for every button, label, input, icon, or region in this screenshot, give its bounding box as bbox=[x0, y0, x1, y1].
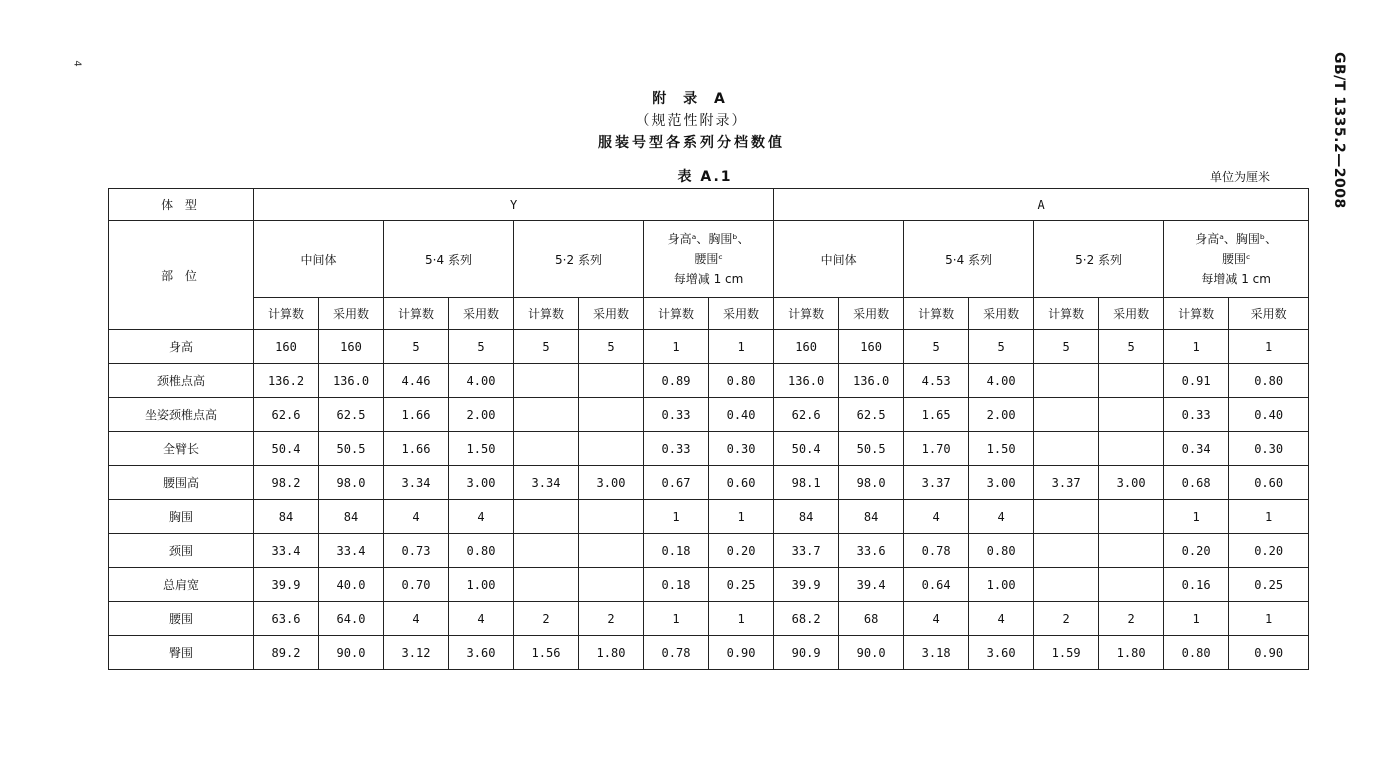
type-a-header: A bbox=[774, 189, 1309, 221]
table-cell: 0.18 bbox=[644, 534, 709, 568]
table-cell: 5 bbox=[1034, 330, 1099, 364]
table-cell: 0.73 bbox=[384, 534, 449, 568]
table-cell: 136.0 bbox=[774, 364, 839, 398]
table-cell: 4 bbox=[904, 602, 969, 636]
table-cell: 50.4 bbox=[254, 432, 319, 466]
grading-table bbox=[108, 188, 1309, 670]
table-cell bbox=[579, 432, 644, 466]
table-cell: 4.46 bbox=[384, 364, 449, 398]
table-row bbox=[109, 364, 1309, 398]
table-row bbox=[109, 330, 1309, 364]
row-part-label: 颈椎点高 bbox=[109, 364, 254, 398]
table-cell: 0.64 bbox=[904, 568, 969, 602]
row-part-label: 身高 bbox=[109, 330, 254, 364]
table-cell: 1 bbox=[644, 330, 709, 364]
table-cell bbox=[514, 398, 579, 432]
table-cell: 0.70 bbox=[384, 568, 449, 602]
y-per-cm-line3: 每增减 1 cm bbox=[673, 272, 744, 286]
calc-header: 计算数 bbox=[1034, 298, 1099, 330]
table-cell: 0.89 bbox=[644, 364, 709, 398]
table-cell: 98.1 bbox=[774, 466, 839, 500]
table-cell: 0.33 bbox=[644, 398, 709, 432]
table-cell: 5 bbox=[384, 330, 449, 364]
table-cell: 4.00 bbox=[449, 364, 514, 398]
appendix-type: （规范性附录） bbox=[635, 113, 748, 129]
table-cell: 5 bbox=[579, 330, 644, 364]
table-cell bbox=[1034, 534, 1099, 568]
calc-header: 计算数 bbox=[774, 298, 839, 330]
table-cell: 5 bbox=[969, 330, 1034, 364]
table-cell: 4.00 bbox=[969, 364, 1034, 398]
table-row bbox=[109, 602, 1309, 636]
table-cell bbox=[1034, 398, 1099, 432]
table-cell bbox=[579, 364, 644, 398]
adopt-header: 采用数 bbox=[579, 298, 644, 330]
table-cell: 3.00 bbox=[969, 466, 1034, 500]
table-cell bbox=[1099, 398, 1164, 432]
table-row bbox=[109, 432, 1309, 466]
calc-header: 计算数 bbox=[904, 298, 969, 330]
table-cell: 0.90 bbox=[709, 636, 774, 670]
row-part-label: 全臂长 bbox=[109, 432, 254, 466]
table-cell: 3.60 bbox=[969, 636, 1034, 670]
table-cell: 0.60 bbox=[1229, 466, 1309, 500]
table-cell: 4 bbox=[969, 602, 1034, 636]
a-per-cm-line2: 腰围ᶜ bbox=[1221, 252, 1251, 266]
table-cell: 33.4 bbox=[254, 534, 319, 568]
table-row bbox=[109, 568, 1309, 602]
a-middle-header: 中间体 bbox=[774, 221, 904, 298]
table-cell bbox=[514, 568, 579, 602]
table-row bbox=[109, 466, 1309, 500]
table-cell: 1.66 bbox=[384, 398, 449, 432]
table-cell: 4 bbox=[384, 500, 449, 534]
table-cell: 2.00 bbox=[969, 398, 1034, 432]
table-cell: 5 bbox=[904, 330, 969, 364]
calc-header: 计算数 bbox=[384, 298, 449, 330]
table-cell: 1.56 bbox=[514, 636, 579, 670]
table-cell bbox=[579, 398, 644, 432]
adopt-header: 采用数 bbox=[449, 298, 514, 330]
table-cell: 5 bbox=[514, 330, 579, 364]
y-per-cm-line1: 身高ᵃ、胸围ᵇ、 bbox=[667, 232, 750, 246]
table-cell: 84 bbox=[319, 500, 384, 534]
row-part-label: 胸围 bbox=[109, 500, 254, 534]
page-number: 4 bbox=[71, 60, 83, 67]
table-cell bbox=[1099, 534, 1164, 568]
y-s54-header: 5·4 系列 bbox=[384, 221, 514, 298]
table-cell: 3.34 bbox=[384, 466, 449, 500]
table-cell: 2 bbox=[514, 602, 579, 636]
table-cell: 98.0 bbox=[839, 466, 904, 500]
table-cell: 50.4 bbox=[774, 432, 839, 466]
table-cell: 1 bbox=[709, 330, 774, 364]
table-cell: 1 bbox=[1164, 500, 1229, 534]
row-part-label: 臀围 bbox=[109, 636, 254, 670]
adopt-header: 采用数 bbox=[1229, 298, 1309, 330]
a-per-cm-line1: 身高ᵃ、胸围ᵇ、 bbox=[1195, 232, 1278, 246]
a-s52-header: 5·2 系列 bbox=[1034, 221, 1164, 298]
table-cell: 63.6 bbox=[254, 602, 319, 636]
table-cell: 136.2 bbox=[254, 364, 319, 398]
table-cell: 84 bbox=[774, 500, 839, 534]
table-cell: 50.5 bbox=[319, 432, 384, 466]
table-cell: 2 bbox=[1099, 602, 1164, 636]
standard-code: GB/T 1335.2—2008 bbox=[1331, 52, 1347, 209]
table-cell: 5 bbox=[449, 330, 514, 364]
table-cell: 62.5 bbox=[839, 398, 904, 432]
table-cell bbox=[1034, 364, 1099, 398]
table-cell: 39.9 bbox=[254, 568, 319, 602]
table-cell: 84 bbox=[254, 500, 319, 534]
body-type-header: 体 型 bbox=[109, 189, 254, 221]
type-y-header: Y bbox=[254, 189, 774, 221]
table-cell: 1.70 bbox=[904, 432, 969, 466]
table-cell: 0.80 bbox=[449, 534, 514, 568]
table-cell: 3.60 bbox=[449, 636, 514, 670]
table-cell: 160 bbox=[774, 330, 839, 364]
y-middle-header: 中间体 bbox=[254, 221, 384, 298]
table-cell: 3.12 bbox=[384, 636, 449, 670]
table-cell: 4 bbox=[384, 602, 449, 636]
table-cell: 0.40 bbox=[1229, 398, 1309, 432]
table-cell: 0.25 bbox=[1229, 568, 1309, 602]
table-cell: 3.18 bbox=[904, 636, 969, 670]
table-cell: 0.20 bbox=[1229, 534, 1309, 568]
table-cell: 0.80 bbox=[1164, 636, 1229, 670]
table-cell: 62.5 bbox=[319, 398, 384, 432]
table-cell: 3.00 bbox=[449, 466, 514, 500]
table-cell: 1 bbox=[1164, 330, 1229, 364]
table-cell: 0.34 bbox=[1164, 432, 1229, 466]
table-cell bbox=[1099, 432, 1164, 466]
part-header: 部 位 bbox=[109, 221, 254, 330]
table-cell: 98.0 bbox=[319, 466, 384, 500]
adopt-header: 采用数 bbox=[839, 298, 904, 330]
table-cell: 1 bbox=[644, 602, 709, 636]
table-cell: 1.50 bbox=[969, 432, 1034, 466]
y-per-cm-header bbox=[644, 221, 774, 298]
table-row bbox=[109, 534, 1309, 568]
table-cell: 3.37 bbox=[904, 466, 969, 500]
table-cell: 1.00 bbox=[449, 568, 514, 602]
calc-header: 计算数 bbox=[254, 298, 319, 330]
table-caption: 表 A.1 bbox=[677, 169, 733, 185]
unit-note: 单位为厘米 bbox=[1210, 170, 1271, 184]
table-cell: 0.80 bbox=[969, 534, 1034, 568]
table-cell: 0.33 bbox=[644, 432, 709, 466]
table-cell: 1 bbox=[1229, 500, 1309, 534]
table-row bbox=[109, 500, 1309, 534]
table-row bbox=[109, 636, 1309, 670]
table-cell: 136.0 bbox=[839, 364, 904, 398]
table-cell: 2 bbox=[579, 602, 644, 636]
y-s52-header: 5·2 系列 bbox=[514, 221, 644, 298]
table-cell: 1.59 bbox=[1034, 636, 1099, 670]
table-cell: 0.78 bbox=[644, 636, 709, 670]
table-cell bbox=[514, 534, 579, 568]
table-cell: 90.0 bbox=[319, 636, 384, 670]
table-cell: 84 bbox=[839, 500, 904, 534]
table-cell: 0.16 bbox=[1164, 568, 1229, 602]
row-part-label: 腰围高 bbox=[109, 466, 254, 500]
calc-header: 计算数 bbox=[644, 298, 709, 330]
table-cell: 39.4 bbox=[839, 568, 904, 602]
table-cell bbox=[1034, 432, 1099, 466]
adopt-header: 采用数 bbox=[319, 298, 384, 330]
table-cell: 1.65 bbox=[904, 398, 969, 432]
row-part-label: 总肩宽 bbox=[109, 568, 254, 602]
table-cell: 4.53 bbox=[904, 364, 969, 398]
table-cell bbox=[1099, 364, 1164, 398]
table-cell: 160 bbox=[839, 330, 904, 364]
table-cell: 68.2 bbox=[774, 602, 839, 636]
table-cell: 0.20 bbox=[709, 534, 774, 568]
table-cell bbox=[1099, 568, 1164, 602]
table-cell bbox=[1034, 568, 1099, 602]
table-body bbox=[109, 330, 1309, 670]
table-cell: 0.67 bbox=[644, 466, 709, 500]
table-cell: 1.80 bbox=[579, 636, 644, 670]
table-cell: 33.4 bbox=[319, 534, 384, 568]
table-cell: 64.0 bbox=[319, 602, 384, 636]
table-cell: 0.60 bbox=[709, 466, 774, 500]
table-cell: 3.37 bbox=[1034, 466, 1099, 500]
table-cell: 0.68 bbox=[1164, 466, 1229, 500]
table-cell: 62.6 bbox=[774, 398, 839, 432]
table-cell: 1 bbox=[1229, 330, 1309, 364]
a-per-cm-line3: 每增减 1 cm bbox=[1201, 272, 1271, 286]
table-cell: 0.80 bbox=[709, 364, 774, 398]
table-cell: 4 bbox=[969, 500, 1034, 534]
table-cell: 1 bbox=[644, 500, 709, 534]
appendix-title: 附 录 A bbox=[652, 91, 731, 107]
table-cell: 90.9 bbox=[774, 636, 839, 670]
row-part-label: 腰围 bbox=[109, 602, 254, 636]
table-cell: 3.34 bbox=[514, 466, 579, 500]
table-cell: 4 bbox=[449, 500, 514, 534]
table-cell: 1.00 bbox=[969, 568, 1034, 602]
table-cell: 0.18 bbox=[644, 568, 709, 602]
adopt-header: 采用数 bbox=[1099, 298, 1164, 330]
table-cell: 0.20 bbox=[1164, 534, 1229, 568]
table-cell: 4 bbox=[449, 602, 514, 636]
table-cell: 0.30 bbox=[709, 432, 774, 466]
table-cell: 33.6 bbox=[839, 534, 904, 568]
table-cell: 0.30 bbox=[1229, 432, 1309, 466]
calc-header: 计算数 bbox=[1164, 298, 1229, 330]
table-cell: 68 bbox=[839, 602, 904, 636]
table-cell: 33.7 bbox=[774, 534, 839, 568]
sub-header-row bbox=[109, 298, 1309, 330]
table-cell bbox=[514, 500, 579, 534]
table-cell: 1 bbox=[709, 602, 774, 636]
table-cell: 1.66 bbox=[384, 432, 449, 466]
a-s54-header: 5·4 系列 bbox=[904, 221, 1034, 298]
table-cell: 62.6 bbox=[254, 398, 319, 432]
table-cell bbox=[1034, 500, 1099, 534]
table-cell: 0.40 bbox=[709, 398, 774, 432]
table-cell bbox=[514, 432, 579, 466]
table-cell: 0.78 bbox=[904, 534, 969, 568]
appendix-subject: 服装号型各系列分档数值 bbox=[598, 135, 785, 151]
table-cell: 1.80 bbox=[1099, 636, 1164, 670]
table-cell: 2 bbox=[1034, 602, 1099, 636]
y-per-cm-line2: 腰围ᶜ bbox=[694, 252, 723, 266]
adopt-header: 采用数 bbox=[969, 298, 1034, 330]
table-cell: 0.25 bbox=[709, 568, 774, 602]
table-cell bbox=[579, 500, 644, 534]
table-cell: 136.0 bbox=[319, 364, 384, 398]
table-cell: 1 bbox=[1229, 602, 1309, 636]
table-row bbox=[109, 398, 1309, 432]
table-cell: 2.00 bbox=[449, 398, 514, 432]
table-cell: 160 bbox=[319, 330, 384, 364]
table-cell: 98.2 bbox=[254, 466, 319, 500]
table-cell: 89.2 bbox=[254, 636, 319, 670]
table-cell: 4 bbox=[904, 500, 969, 534]
table-cell: 50.5 bbox=[839, 432, 904, 466]
table-cell: 40.0 bbox=[319, 568, 384, 602]
table-cell: 0.80 bbox=[1229, 364, 1309, 398]
table-cell: 0.91 bbox=[1164, 364, 1229, 398]
table-cell: 90.0 bbox=[839, 636, 904, 670]
table-cell: 3.00 bbox=[1099, 466, 1164, 500]
row-part-label: 颈围 bbox=[109, 534, 254, 568]
table-cell: 1.50 bbox=[449, 432, 514, 466]
a-per-cm-header bbox=[1164, 221, 1309, 298]
table-cell bbox=[579, 534, 644, 568]
row-part-label: 坐姿颈椎点高 bbox=[109, 398, 254, 432]
table-cell: 0.90 bbox=[1229, 636, 1309, 670]
table-cell: 39.9 bbox=[774, 568, 839, 602]
adopt-header: 采用数 bbox=[709, 298, 774, 330]
table-cell: 1 bbox=[709, 500, 774, 534]
table-cell bbox=[579, 568, 644, 602]
table-cell: 3.00 bbox=[579, 466, 644, 500]
table-cell: 0.33 bbox=[1164, 398, 1229, 432]
calc-header: 计算数 bbox=[514, 298, 579, 330]
table-cell: 160 bbox=[254, 330, 319, 364]
table-cell: 1 bbox=[1164, 602, 1229, 636]
table-cell bbox=[514, 364, 579, 398]
table-cell: 5 bbox=[1099, 330, 1164, 364]
table-cell bbox=[1099, 500, 1164, 534]
